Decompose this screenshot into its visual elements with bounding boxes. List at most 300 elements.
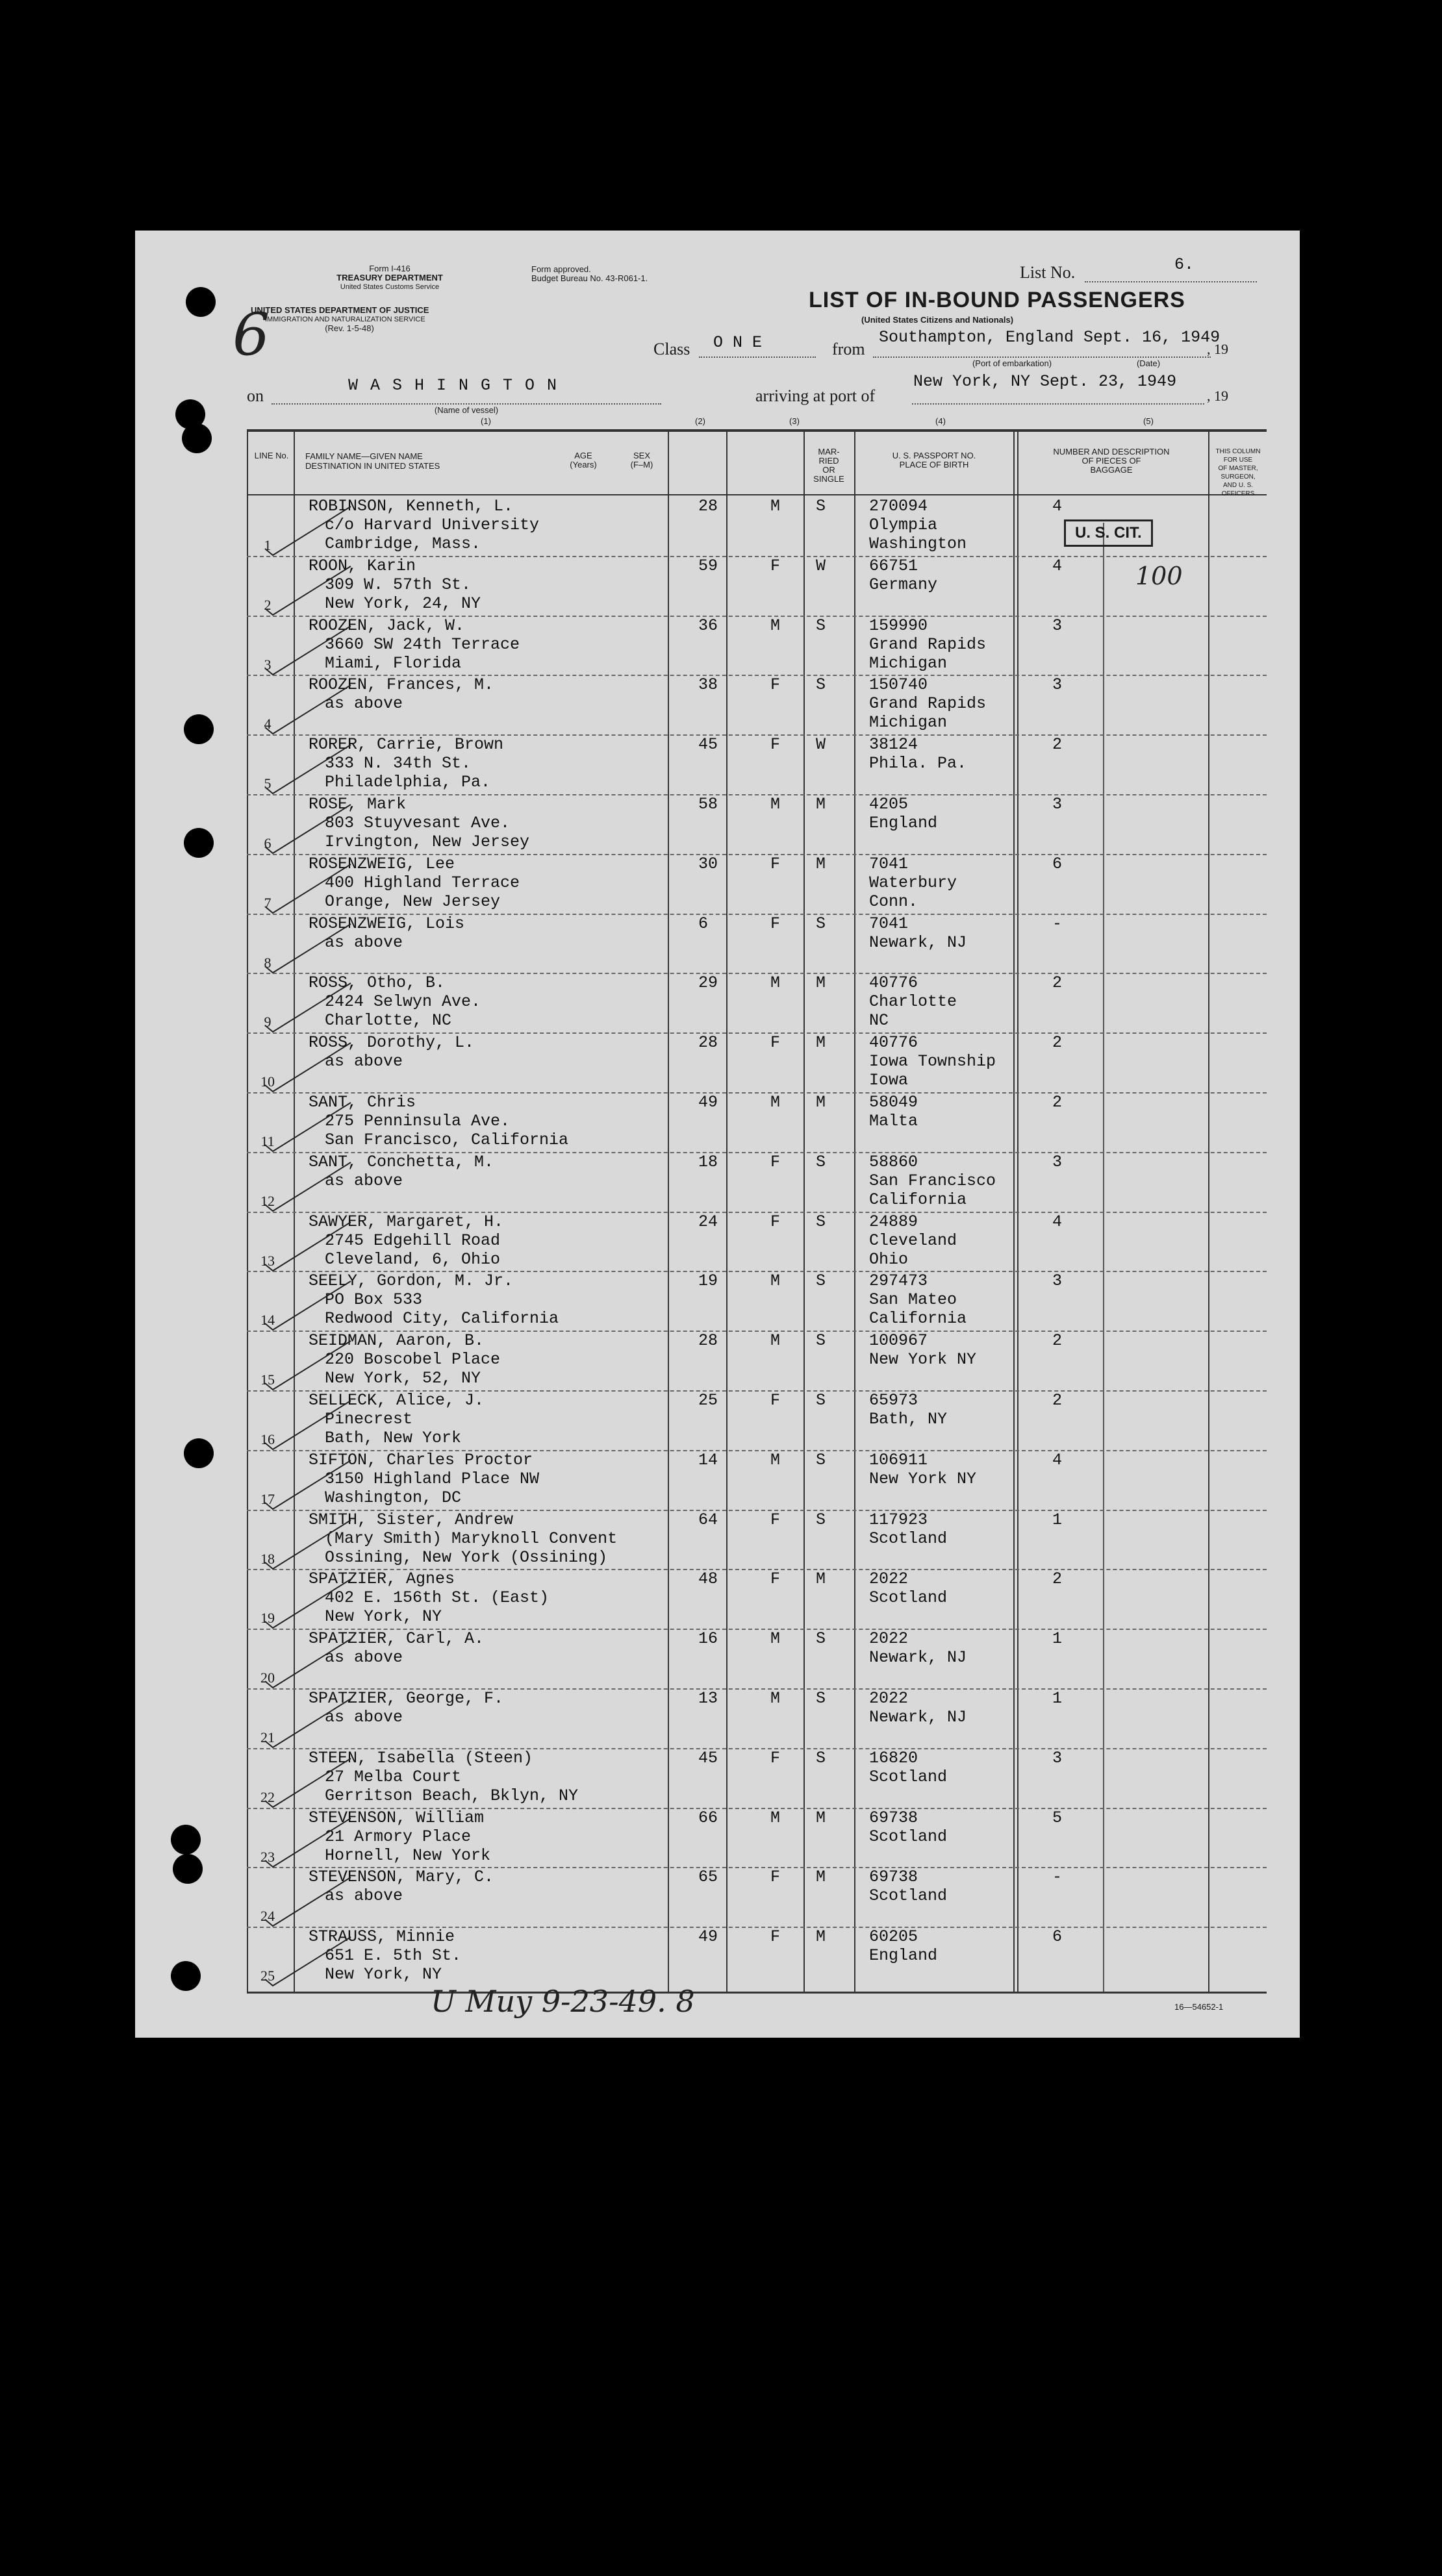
- baggage-count: 4: [1052, 1212, 1063, 1231]
- passport-number: 117923: [869, 1510, 928, 1529]
- place-of-birth: Phila. Pa.: [869, 754, 967, 773]
- baggage-count: 2: [1052, 1331, 1063, 1351]
- page-title: LIST OF IN-BOUND PASSENGERS: [809, 288, 1185, 312]
- age-value: 64: [698, 1510, 718, 1529]
- line-number: 12: [260, 1192, 275, 1209]
- passport-number: 100967: [869, 1331, 928, 1351]
- place-of-birth: New York NY: [869, 1350, 977, 1369]
- passenger-name: SANT, Conchetta, M.: [309, 1152, 494, 1171]
- destination-address: New York, 24, NY: [325, 594, 481, 613]
- destination-address: Cambridge, Mass.: [325, 534, 481, 553]
- sex-value: F: [770, 1569, 781, 1589]
- punch-hole: [184, 1438, 214, 1468]
- age-value: 45: [698, 735, 718, 755]
- passport-number: 2022: [869, 1629, 909, 1649]
- table-row: [247, 1927, 1267, 1987]
- age-value: 14: [698, 1450, 718, 1469]
- sex-value: M: [770, 1450, 781, 1469]
- marital-status: M: [816, 1868, 826, 1887]
- baggage-count: 3: [1052, 1271, 1063, 1291]
- place-of-birth: NC: [869, 1011, 889, 1031]
- sex-value: M: [770, 973, 781, 993]
- destination-address: as above: [325, 694, 403, 714]
- punch-hole: [171, 1825, 201, 1855]
- destination-address: Orange, New Jersey: [325, 892, 501, 911]
- sex-value: M: [770, 1689, 781, 1708]
- place-of-birth: England: [869, 814, 938, 832]
- place-of-birth: Iowa: [869, 1071, 909, 1090]
- check-mark-icon: [260, 1040, 357, 1098]
- destination-address: 400 Highland Terrace: [325, 873, 520, 892]
- destination-address: Irvington, New Jersey: [325, 832, 530, 851]
- age-value: 18: [698, 1152, 718, 1171]
- line-number: 8: [264, 954, 272, 971]
- check-mark-icon: [260, 1099, 357, 1158]
- line-number: 19: [260, 1610, 275, 1627]
- check-mark-icon: [260, 1636, 357, 1694]
- place-of-birth: Newark, NJ: [869, 1708, 967, 1727]
- passport-number: 66751: [869, 556, 918, 575]
- passenger-name: ROSENZWEIG, Lois: [309, 914, 465, 933]
- destination-address: 275 Penninsula Ave.: [325, 1112, 511, 1131]
- check-mark-icon: [260, 1338, 357, 1396]
- revision: (Rev. 1-5-48): [325, 323, 374, 333]
- destination-address: c/o Harvard University: [325, 516, 540, 534]
- passenger-name: SELLECK, Alice, J.: [309, 1391, 485, 1410]
- marital-status: S: [816, 1331, 826, 1351]
- sex-value: M: [770, 1331, 781, 1351]
- sex-value: F: [770, 1212, 781, 1231]
- age-value: 6: [698, 914, 709, 933]
- sex-value: M: [770, 795, 781, 814]
- check-mark-icon: [260, 503, 357, 562]
- col-header-baggage: NUMBER AND DESCRIPTION OF PIECES OF BAGGAGE: [1053, 447, 1170, 475]
- marital-status: W: [816, 735, 826, 755]
- passport-number: 69738: [869, 1808, 918, 1827]
- check-mark-icon: [260, 1934, 357, 1992]
- sex-value: M: [770, 1271, 781, 1291]
- place-of-birth: Conn.: [869, 892, 918, 911]
- place-of-birth: Grand Rapids: [869, 634, 987, 654]
- baggage-count: 6: [1052, 1927, 1063, 1947]
- place-of-birth: Scotland: [869, 1588, 948, 1608]
- baggage-count: 3: [1052, 1152, 1063, 1171]
- place-of-birth: Germany: [869, 575, 938, 594]
- marital-status: M: [816, 1927, 826, 1947]
- document-page: [135, 231, 1300, 2038]
- place-of-birth: California: [869, 1309, 967, 1329]
- punch-hole: [184, 714, 214, 744]
- check-mark-icon: [260, 1815, 357, 1873]
- destination-address: 27 Melba Court: [325, 1767, 462, 1786]
- destination-address: 220 Boscobel Place: [325, 1350, 501, 1369]
- line-number: 1: [264, 537, 272, 553]
- age-value: 59: [698, 556, 718, 575]
- destination-address: 402 E. 156th St. (East): [325, 1588, 550, 1608]
- marital-status: S: [816, 1748, 826, 1768]
- baggage-count: 5: [1052, 1808, 1063, 1827]
- place-of-birth: Newark, NJ: [869, 1648, 967, 1668]
- line-number: 18: [260, 1550, 275, 1567]
- passport-number: 65973: [869, 1391, 918, 1410]
- form-code: 16—54652-1: [1174, 2002, 1224, 2012]
- check-mark-icon: [260, 563, 357, 621]
- arriving-label: arriving at port of: [755, 386, 876, 405]
- sex-value: M: [770, 616, 781, 635]
- column-marker: (1): [481, 416, 491, 426]
- destination-address: New York, 52, NY: [325, 1369, 481, 1388]
- table-row: [247, 795, 1267, 855]
- place-of-birth: Scotland: [869, 1886, 948, 1906]
- handwritten-number: 6: [233, 301, 270, 369]
- destination-address: as above: [325, 1052, 403, 1071]
- passenger-name: STEVENSON, Mary, C.: [309, 1868, 494, 1887]
- table-row: [247, 1629, 1267, 1689]
- passport-number: 40776: [869, 1033, 918, 1053]
- destination-address: 333 N. 34th St.: [325, 754, 472, 773]
- destination-address: as above: [325, 1886, 403, 1906]
- destination-address: New York, NY: [325, 1607, 442, 1627]
- list-no-value: 6.: [1174, 255, 1195, 274]
- budget-bureau: Budget Bureau No. 43-R061-1.: [531, 273, 648, 283]
- place-of-birth: Cleveland: [869, 1231, 957, 1250]
- line-number: 15: [260, 1371, 275, 1388]
- passenger-name: SANT, Chris: [309, 1093, 416, 1112]
- age-value: 38: [698, 675, 718, 695]
- check-mark-icon: [260, 1517, 357, 1575]
- passenger-name: ROOZEN, Frances, M.: [309, 675, 494, 695]
- place-of-birth: New York NY: [869, 1469, 977, 1488]
- baggage-count: 6: [1052, 854, 1063, 873]
- destination-address: Miami, Florida: [325, 653, 462, 673]
- sex-value: M: [770, 497, 781, 516]
- date-caption: (Date): [1136, 358, 1161, 368]
- table-row: [247, 1212, 1267, 1272]
- marital-status: S: [816, 1271, 826, 1291]
- passport-number: 159990: [869, 616, 928, 635]
- passport-number: 58860: [869, 1152, 918, 1171]
- table-row: [247, 1451, 1267, 1510]
- marital-status: M: [816, 1093, 826, 1112]
- line-number: 2: [264, 596, 272, 613]
- sex-value: F: [770, 1927, 781, 1947]
- line-number: 14: [260, 1312, 275, 1329]
- line-number: 20: [260, 1669, 275, 1686]
- table-row: [247, 973, 1267, 1033]
- column-marker: (4): [935, 416, 946, 426]
- table-row: [247, 1093, 1267, 1153]
- place-of-birth: Waterbury: [869, 873, 957, 892]
- destination-address: 2424 Selwyn Ave.: [325, 992, 481, 1012]
- passport-number: 270094: [869, 497, 928, 516]
- passport-number: 2022: [869, 1689, 909, 1708]
- passenger-name: ROON, Karin: [309, 556, 416, 575]
- sex-value: F: [770, 675, 781, 695]
- baggage-count: 2: [1052, 1569, 1063, 1589]
- sex-value: F: [770, 1391, 781, 1410]
- check-mark-icon: [260, 1219, 357, 1277]
- age-value: 45: [698, 1748, 718, 1768]
- destination-address: Redwood City, California: [325, 1309, 559, 1329]
- marital-status: S: [816, 1510, 826, 1529]
- col-header-line-no: LINE No.: [254, 451, 289, 460]
- line-number: 24: [260, 1908, 275, 1925]
- place-of-birth: England: [869, 1946, 938, 1966]
- place-of-birth: Michigan: [869, 713, 948, 732]
- col-header-name: FAMILY NAME—GIVEN NAME DESTINATION IN UNITED STATES: [305, 451, 440, 471]
- place-of-birth: Malta: [869, 1112, 918, 1131]
- passport-number: 297473: [869, 1271, 928, 1291]
- baggage-count: 2: [1052, 735, 1063, 755]
- table-row: [247, 616, 1267, 676]
- place-of-birth: Ohio: [869, 1249, 909, 1269]
- marital-status: M: [816, 1569, 826, 1589]
- baggage-count: 2: [1052, 1391, 1063, 1410]
- destination-address: Ossining, New York (Ossining): [325, 1547, 608, 1567]
- destination-address: 2745 Edgehill Road: [325, 1231, 501, 1250]
- age-value: 36: [698, 616, 718, 635]
- check-mark-icon: [260, 682, 357, 740]
- passport-number: 4205: [869, 795, 909, 814]
- passenger-name: ROSS, Dorothy, L.: [309, 1033, 475, 1053]
- baggage-count: -: [1052, 914, 1063, 933]
- officer-note: 100: [1135, 562, 1183, 590]
- col-header-age: AGE (Years): [570, 451, 597, 469]
- baggage-count: 4: [1052, 1450, 1063, 1469]
- place-of-birth: San Mateo: [869, 1290, 957, 1310]
- destination-address: 803 Stuyvesant Ave.: [325, 814, 511, 832]
- check-mark-icon: [260, 742, 357, 800]
- age-value: 48: [698, 1569, 718, 1589]
- age-value: 28: [698, 497, 718, 516]
- marital-status: S: [816, 1391, 826, 1410]
- check-mark-icon: [260, 1695, 357, 1754]
- on-label: on: [247, 386, 264, 405]
- baggage-count: 2: [1052, 973, 1063, 993]
- passport-number: 150740: [869, 675, 928, 695]
- table-row: [247, 1033, 1267, 1093]
- from-value: Southampton, England Sept. 16, 1949: [879, 328, 1221, 347]
- marital-status: S: [816, 914, 826, 933]
- sex-value: F: [770, 1152, 781, 1171]
- passport-number: 40776: [869, 973, 918, 993]
- check-mark-icon: [260, 1397, 357, 1456]
- destination-address: Philadelphia, Pa.: [325, 773, 491, 792]
- from-label: from: [832, 340, 865, 358]
- destination-address: New York, NY: [325, 1965, 442, 1984]
- line-number: 23: [260, 1848, 275, 1865]
- destination-address: Cleveland, 6, Ohio: [325, 1249, 501, 1269]
- marital-status: M: [816, 795, 826, 814]
- line-number: 22: [260, 1788, 275, 1805]
- place-of-birth: Scotland: [869, 1767, 948, 1786]
- us-citizen-stamp: U. S. CIT.: [1064, 519, 1153, 547]
- vessel-name: W A S H I N G T O N: [348, 376, 559, 395]
- footer-handwriting: U Muy 9-23-49. 8: [431, 1984, 695, 2019]
- age-value: 65: [698, 1868, 718, 1887]
- age-value: 24: [698, 1212, 718, 1231]
- place-of-birth: San Francisco: [869, 1171, 996, 1190]
- table-row: [247, 556, 1267, 616]
- sex-value: M: [770, 1808, 781, 1827]
- passenger-name: SPATZIER, Agnes: [309, 1569, 455, 1589]
- destination-address: Gerritson Beach, Bklyn, NY: [325, 1786, 579, 1805]
- check-mark-icon: [260, 921, 357, 979]
- col-header-officers: THIS COLUMN FOR USE OF MASTER, SURGEON, AND U. S. OFFICERS: [1215, 448, 1261, 497]
- column-marker: (2): [695, 416, 705, 426]
- destination-address: as above: [325, 1171, 403, 1190]
- destination-address: 651 E. 5th St.: [325, 1946, 462, 1966]
- baggage-count: 2: [1052, 1093, 1063, 1112]
- check-mark-icon: [260, 980, 357, 1038]
- passenger-name: SPATZIER, George, F.: [309, 1689, 504, 1708]
- passenger-name: STEVENSON, William: [309, 1808, 485, 1827]
- baggage-count: 4: [1052, 497, 1063, 516]
- passport-number: 2022: [869, 1569, 909, 1589]
- sex-value: F: [770, 1868, 781, 1887]
- line-number: 5: [264, 775, 272, 792]
- line-number: 17: [260, 1490, 275, 1507]
- sex-value: F: [770, 854, 781, 873]
- punch-hole: [173, 1854, 203, 1884]
- age-value: 16: [698, 1629, 718, 1649]
- sex-value: F: [770, 1748, 781, 1768]
- table-row: [247, 1689, 1267, 1749]
- destination-address: 3660 SW 24th Terrace: [325, 634, 520, 654]
- table-row: [247, 1331, 1267, 1391]
- punch-hole: [171, 1961, 201, 1991]
- place-of-birth: California: [869, 1190, 967, 1209]
- table-row: [247, 914, 1267, 974]
- punch-hole: [186, 287, 216, 317]
- line-number: 4: [264, 716, 272, 732]
- check-mark-icon: [260, 861, 357, 919]
- column-marker: (3): [789, 416, 800, 426]
- page-subtitle: (United States Citizens and Nationals): [861, 315, 1014, 325]
- baggage-count: 3: [1052, 1748, 1063, 1768]
- baggage-count: 3: [1052, 675, 1063, 695]
- customs-service: United States Customs Service: [340, 283, 440, 291]
- destination-address: as above: [325, 1648, 403, 1668]
- marital-status: M: [816, 854, 826, 873]
- destination-address: PO Box 533: [325, 1290, 423, 1310]
- marital-status: M: [816, 1808, 826, 1827]
- line-number: 16: [260, 1431, 275, 1447]
- form-approved: Form approved.: [531, 264, 591, 274]
- place-of-birth: Iowa Township: [869, 1052, 996, 1071]
- sex-value: F: [770, 735, 781, 755]
- age-value: 13: [698, 1689, 718, 1708]
- passport-number: 16820: [869, 1748, 918, 1768]
- destination-address: 309 W. 57th St.: [325, 575, 472, 594]
- passport-number: 38124: [869, 735, 918, 755]
- place-of-birth: Scotland: [869, 1529, 948, 1548]
- passport-number: 7041: [869, 914, 909, 933]
- check-mark-icon: [260, 801, 357, 860]
- check-mark-icon: [260, 623, 357, 681]
- line-number: 13: [260, 1252, 275, 1269]
- table-row: [247, 1749, 1267, 1808]
- class-label: Class: [653, 340, 690, 358]
- marital-status: S: [816, 1212, 826, 1231]
- marital-status: S: [816, 497, 826, 516]
- passport-number: 69738: [869, 1868, 918, 1887]
- sex-value: M: [770, 1093, 781, 1112]
- table-row: [247, 1808, 1267, 1868]
- col-header-passport: U. S. PASSPORT NO. PLACE OF BIRTH: [892, 451, 976, 469]
- table-row: [247, 1391, 1267, 1451]
- destination-address: as above: [325, 932, 403, 952]
- baggage-count: 4: [1052, 556, 1063, 575]
- line-number: 6: [264, 835, 272, 851]
- destination-address: Pinecrest: [325, 1410, 413, 1429]
- table-row: [247, 855, 1267, 914]
- line-number: 25: [260, 1968, 275, 1984]
- place-of-birth: Olympia: [869, 516, 938, 534]
- col-header-married: MAR- RIED OR SINGLE: [813, 447, 844, 484]
- baggage-count: 3: [1052, 616, 1063, 635]
- passenger-name: ROSE, Mark: [309, 795, 407, 814]
- destination-address: 21 Armory Place: [325, 1827, 472, 1846]
- check-mark-icon: [260, 1278, 357, 1336]
- passport-number: 58049: [869, 1093, 918, 1112]
- doj-heading: UNITED STATES DEPARTMENT OF JUSTICE: [251, 305, 429, 315]
- destination-address: San Francisco, California: [325, 1131, 569, 1149]
- line-number: 7: [264, 894, 272, 911]
- place-of-birth: Newark, NJ: [869, 932, 967, 952]
- punch-hole: [182, 423, 212, 453]
- baggage-count: -: [1052, 1868, 1063, 1887]
- ins-heading: IMMIGRATION AND NATURALIZATION SERVICE: [265, 316, 425, 323]
- age-value: 19: [698, 1271, 718, 1291]
- punch-hole: [184, 828, 214, 858]
- marital-status: S: [816, 1629, 826, 1649]
- vessel-caption: (Name of vessel): [434, 405, 499, 415]
- destination-address: 3150 Highland Place NW: [325, 1469, 540, 1488]
- passenger-name: STRAUSS, Minnie: [309, 1927, 455, 1947]
- age-value: 25: [698, 1391, 718, 1410]
- passenger-name: SIFTON, Charles Proctor: [309, 1450, 533, 1469]
- table-row: [247, 1868, 1267, 1927]
- passenger-name: ROOZEN, Jack, W.: [309, 616, 465, 635]
- year-suffix: , 19: [1207, 341, 1228, 357]
- destination-address: Bath, New York: [325, 1429, 462, 1447]
- baggage-count: 2: [1052, 1033, 1063, 1053]
- place-of-birth: Bath, NY: [869, 1410, 948, 1429]
- place-of-birth: Michigan: [869, 653, 948, 673]
- passport-number: 24889: [869, 1212, 918, 1231]
- passenger-name: SMITH, Sister, Andrew: [309, 1510, 514, 1529]
- sex-value: F: [770, 914, 781, 933]
- table-row: [247, 1153, 1267, 1212]
- table-row: [247, 497, 1267, 556]
- passenger-name: SPATZIER, Carl, A.: [309, 1629, 485, 1649]
- place-of-birth: Charlotte: [869, 992, 957, 1012]
- age-value: 30: [698, 854, 718, 873]
- table-row: [247, 1510, 1267, 1570]
- baggage-count: 1: [1052, 1689, 1063, 1708]
- sex-value: F: [770, 1033, 781, 1053]
- port-caption: (Port of embarkation): [972, 358, 1052, 368]
- marital-status: S: [816, 1152, 826, 1171]
- passport-number: 60205: [869, 1927, 918, 1947]
- destination-address: (Mary Smith) Maryknoll Convent: [325, 1529, 618, 1548]
- marital-status: M: [816, 973, 826, 993]
- table-row: [247, 735, 1267, 795]
- marital-status: S: [816, 616, 826, 635]
- marital-status: S: [816, 675, 826, 695]
- age-value: 28: [698, 1033, 718, 1053]
